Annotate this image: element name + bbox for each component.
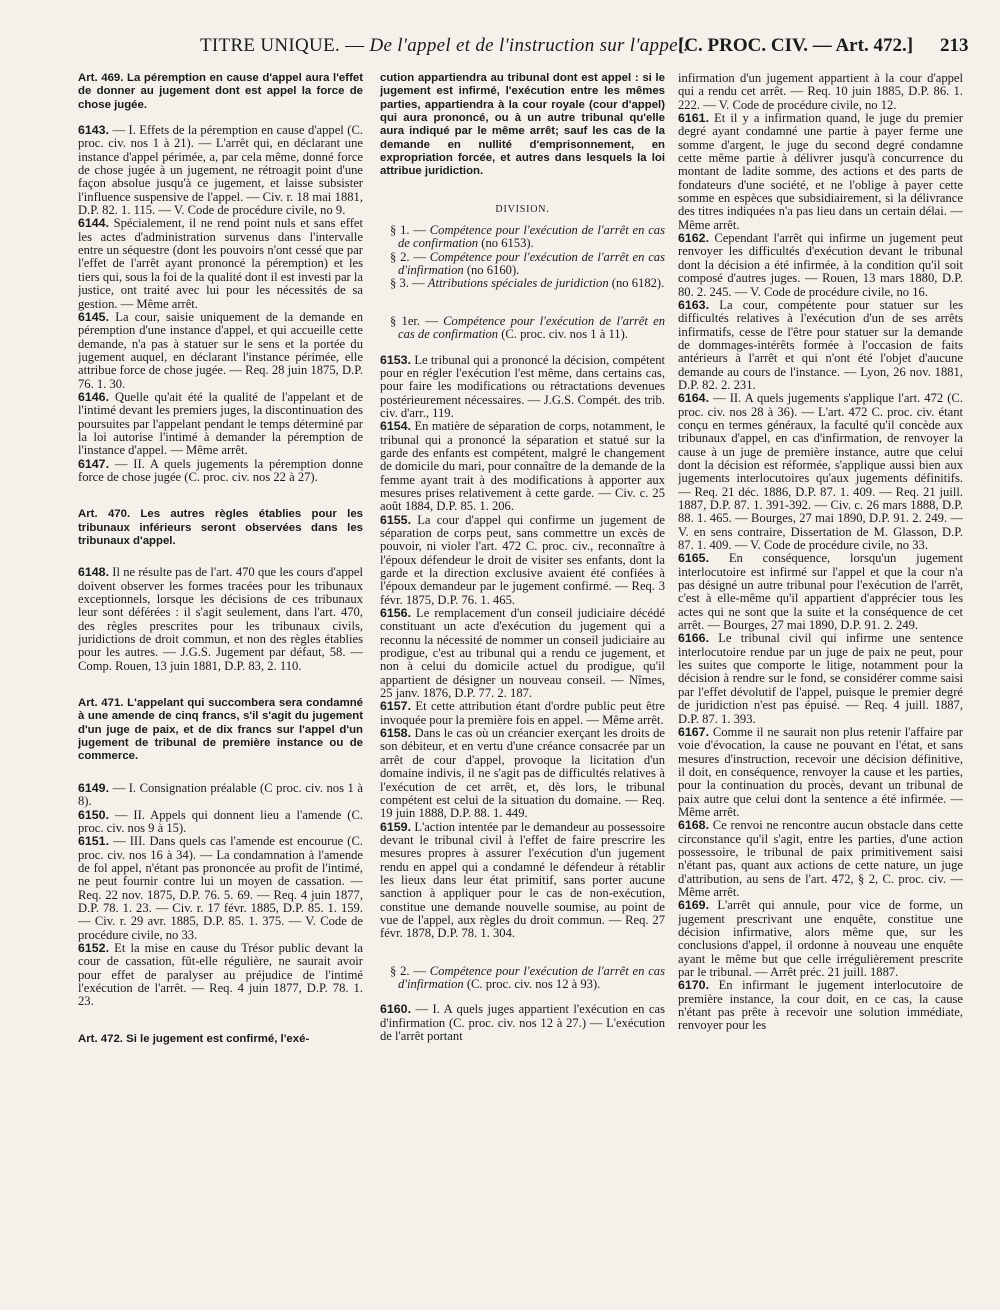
section-heading <box>380 315 665 342</box>
paragraph-number: 6169. <box>678 898 710 913</box>
paragraph-number: 6164. <box>678 391 710 406</box>
paragraph <box>380 354 665 421</box>
paragraph <box>78 124 363 217</box>
section-heading <box>380 224 665 251</box>
paragraph <box>678 819 963 899</box>
column-right <box>678 72 963 1304</box>
paragraph-number: 6151. <box>78 834 110 849</box>
paragraph-number: 6149. <box>78 780 110 795</box>
article-text: cution appartiendra au tribunal dont est appel : si le jugement est infirmé, l'exécution entre les mêmes parties, appartiendra à la cour royale (cour d'appel) qui aura prononcé, ou à un autre tribunal qu'elle aura indiqué par le même arrêt; sauf les cas de la demande en nullité d'emprisonnement, en expropriation forcée, et autres dans lesquels la loi attribue juridiction. <box>380 72 665 178</box>
section-number: § 2. — <box>390 249 430 264</box>
section-number: § 1er. — <box>390 313 444 328</box>
paragraph <box>380 514 665 607</box>
paragraph-number: 6152. <box>78 940 110 955</box>
paragraph-number: 6146. <box>78 389 110 404</box>
paragraph-number: 6153. <box>380 352 412 367</box>
paragraph <box>78 217 363 310</box>
paragraph-number: 6167. <box>678 724 710 739</box>
paragraph-text: Cependant l'arrêt qui infirme un jugement peut renvoyer les difficultés d'exécution devant le tribunal dont la décision a été infirmée, à la condition qu'il soit composé d'autres juges. — Rouen, 13 mars 1880, D.P. 80. 2. 245. — V. Code de procédure civile, no 16. <box>678 231 963 299</box>
paragraph-text: La cour, saisie uniquement de la demande en péremption d'une instance d'appel, et qui accueille cette demande, n'a pas à statuer sur le sens et la portée du jugement auquel, en déclarant l'instance périmée, elle attribue force de chose jugée. — Req. 28 juin 1875, D.P. 76. 1. 30. <box>78 309 363 391</box>
paragraph-text: Le tribunal civil qui infirme une sentence interlocutoire rendue par un juge de paix ne peut, pour les suites que comporte le litige, notamment pour la décision à rendre sur le fond, se considérer comme saisi par l'effet dévolutif de l'appel, puisque le premier degré de juridiction n'est pas épuisé. — Req. 4 juill. 1887, D.P. 87. 1. 393. <box>678 631 963 726</box>
paragraph <box>678 299 963 392</box>
section-number: § 1. — <box>390 223 430 238</box>
paragraph-text: L'action intentée par le demandeur au possessoire devant le tribunal civil à l'effet de faire prescrire les mesures propres à assurer l'exécution d'un jugement rendu en appel qui a condamné le défendeur à rétablir les lieux dans leur état primitif, sans porter aucune sanction à appliquer pour le cas de non-exécution, constitue une demande nouvelle soumise, au point de vue de l'appel, aux règles du droit commun. — Req. 27 févr. 1878, D.P. 78. 1. 304. <box>380 819 665 941</box>
page-number: 213 <box>940 35 969 56</box>
paragraph-text: Comme il ne saurait non plus retenir l'affaire par voie d'évocation, la cause ne pouvant en l'état, et sans mesures d'instruction, recevoir une décision définitive, il doit, en conséquence, renvoyer la cause et les parties, pour la continuation du procès, devant un tribunal de paix autre que celui dont la sentence a été infirmée. — Même arrêt. <box>678 724 963 819</box>
paragraph-text: Le tribunal qui a prononcé la décision, compétent pour en régler l'exécution l'est même, dans certains cas, pour faire les modifications ou rétractations devenues postérieurement nécessaires. — J.G.S. Compét. des trib. civ. d'arr., 119. <box>380 352 665 420</box>
article-text: Art. 472. Si le jugement est confirmé, l'exé- <box>78 1032 310 1045</box>
paragraph-number: 6158. <box>380 726 412 741</box>
section-heading <box>380 251 665 278</box>
header-subtitle: De l'appel et de l'instruction sur l'appel. <box>369 35 689 56</box>
header-separator: — <box>345 35 365 56</box>
paragraph-number: 6162. <box>678 231 710 246</box>
paragraph <box>678 632 963 725</box>
paragraph <box>78 566 363 673</box>
paragraph-text: Le remplacement d'un conseil judiciaire décédé constituant un acte d'exécution du jugement qui a reconnu la nécessité de nommer un conseil judiciaire au prodigue, c'est au tribunal qui a rendu ce jugement, et non à celui du domicile actuel du prodigue, qu'il appartient de désigner un nouveau conseil. — Nîmes, 25 janv. 1876, D.P. 77. 2. 187. <box>380 606 665 701</box>
paragraph-number: 6166. <box>678 631 710 646</box>
paragraph-text: Dans le cas où un créancier exerçant les droits de son débiteur, et en vertu d'une créance consacrée par un arrêt de cour d'appel, provoque la licitation d'un domaine indivis, il ne s'agit pas de difficultés relatives à l'exécution de cet arrêt, et, dès lors, le tribunal compétent est celui de la situation du domaine. — Req. 19 juin 1888, D.P. 88. 1. 449. <box>380 726 665 821</box>
paragraph-number: 6157. <box>380 699 412 714</box>
paragraph-text: infirmation d'un jugement appartient à la cour d'appel qui a rendu cet arrêt. — Req. 10 juin 1885, D.P. 86. 1. 222. — V. Code de procédure civile, no 12. <box>678 72 963 112</box>
article-text: Art. 469. La péremption en cause d'appel aura l'effet de donner au jugement dont est appel la force de chose jugée. <box>78 72 363 111</box>
section-title: Compétence pour l'exécution de l'arrêt en cas de confirmation <box>398 223 665 251</box>
section-heading <box>380 277 665 290</box>
paragraph <box>78 809 363 836</box>
section-reference: (no 6160). <box>463 263 520 278</box>
paragraph-number: 6168. <box>678 818 710 833</box>
paragraph <box>380 420 665 513</box>
paragraph-text: Et il y a infirmation quand, le juge du premier degré ayant condamné une partie à payer ferme une somme d'argent, le juge du second degré condamne cette même partie à délivrer jusqu'à concurrence du montant de ladite somme, des actions et des parts de fondateurs d'une société, et ne l'oblige à payer cette somme en espèces que subsidiairement, si la délivrance des titres indiquées n'a pas lieu dans un certain délai. — Même arrêt. <box>678 111 963 232</box>
paragraph <box>380 821 665 941</box>
article-text: Art. 470. Les autres règles établies pour les tribunaux inférieurs seront observées dans les tribunaux d'appel. <box>78 508 363 547</box>
paragraph <box>678 899 963 979</box>
paragraph-number: 6155. <box>380 512 412 527</box>
paragraph <box>78 835 363 942</box>
header-title-block <box>200 30 689 62</box>
paragraph-number: 6144. <box>78 216 110 231</box>
section-reference: (C. proc. civ. nos 12 à 93). <box>463 976 601 991</box>
paragraph-text: L'arrêt qui annule, pour vice de forme, un jugement prescrivant une enquête, constitue une décision infirmative, alors même que, sur les conclusions d'appel, il ordonne à nouveau une enquête ayant le même but que celle irrégulièrement prescrite par le tribunal. — Arrêt préc. 21 juill. 1887. <box>678 898 963 980</box>
paragraph-text: — I. Effets de la péremption en cause d'appel (C. proc. civ. nos 1 à 21). — L'arrêt qui, en déclarant une instance d'appel périmée, a, par cela même, donné force de chose jugée à un jugement, ne rétroagit point d'une façon absolue jusqu'à ce jugement, et laisse subsister l'influence suspensive de l'appel. — Civ. r. 18 mai 1881, D.P. 82. 1. 115. — V. Code de procédure civile, no 9. <box>78 123 363 218</box>
header-title: TITRE UNIQUE. <box>200 35 341 56</box>
paragraph <box>78 782 363 809</box>
paragraph-number: 6160. <box>380 1002 412 1017</box>
article-text: Art. 471. L'appelant qui succombera sera condamné à une amende de cinq francs, s'il s'agit du jugement d'un juge de paix, et de dix francs sur l'appel d'un jugement de tribunal de première instance ou de commerce. <box>78 697 363 763</box>
paragraph <box>678 979 963 1032</box>
paragraph-text: — I. A quels juges appartient l'exécution en cas d'infirmation (C. proc. civ. nos 12 à 27.) — L'exécution de l'arrêt portant <box>380 1002 665 1043</box>
section-title: Compétence pour l'exécution de l'arrêt en cas d'infirmation <box>398 963 665 991</box>
header-code-reference: [C. PROC. CIV. — Art. 472.] <box>678 35 914 56</box>
paragraph-text: Et la mise en cause du Trésor public devant la cour de cassation, fût-elle régulière, ne saurait avoir pour effet de paralyser au préjudice de l'intimé l'exécution de l'arrêt. — Req. 4 juin 1877, D.P. 78. 1. 23. <box>78 940 363 1009</box>
paragraph <box>678 552 963 632</box>
paragraph-text: Quelle qu'ait été la qualité de l'appelant et de l'intimé devant les premiers juges, la discontinuation des poursuites par l'appelant pendant le temps déterminé par la loi autorise l'intimé à demander la péremption de l'instance d'appel. — Même arrêt. <box>78 389 363 458</box>
section-title: Compétence pour l'exécution de l'arrêt en cas d'infirmation <box>398 249 665 278</box>
paragraph <box>78 458 363 485</box>
paragraph <box>380 727 665 820</box>
section-title: Attributions spéciales de juridiction <box>427 276 609 291</box>
paragraph-text: Ce renvoi ne rencontre aucun obstacle dans cette circonstance qu'il s'agit, entre les parties, d'une action possessoire, le tribunal de paix primitivement saisi n'étant pas, quant aux actions de cette nature, un juge d'attribution, au sens de l'art. 472, § 2, C. proc. civ. — Même arrêt. <box>678 818 963 899</box>
paragraph-text: La cour d'appel qui confirme un jugement de séparation de corps peut, sans commettre un excès de pouvoir, ni violer l'art. 472 C. proc. civ., reconnaître à l'époux défendeur le droit de visiter ses enfants, dont la garde et la direction exclusive avaient été confiées à l'époux demandeur par le jugement confirmé. — Req. 3 févr. 1875, D.P. 76. 1. 465. <box>380 512 665 607</box>
paragraph-text: Il ne résulte pas de l'art. 470 que les cours d'appel doivent observer les formes tracées pour les tribunaux exceptionnels, lorsque les décisions de ces tribunaux leur sont déférées : il s'agit seulement, dans l'art. 470, des règles prescrites pour les tribunaux civils, juridictions de droit commun, et non des règles établies pour les autres. — J.G.S. Jugement par défaut, 58. — Comp. Rouen, 13 juin 1881, D.P. 83, 2. 110. <box>78 565 363 673</box>
paragraph <box>380 607 665 700</box>
paragraph-number: 6145. <box>78 309 110 324</box>
paragraph-text: Et cette attribution étant d'ordre public peut être invoquée pour la première fois en appel. — Même arrêt. <box>380 699 665 727</box>
paragraph-text: En infirmant le jugement interlocutoire de première instance, la cour doit, en ce cas, la cause n'étant pas prête à recevoir une solution immédiate, renvoyer pour les <box>678 978 963 1033</box>
paragraph-number: 6159. <box>380 819 412 834</box>
paragraph <box>678 72 963 112</box>
paragraph-text: — III. Dans quels cas l'amende est encourue (C. proc. civ. nos 16 à 34). — La condamnation à l'amende de fol appel, n'étant pas prononcée au profit de l'intimé, ne peut fournir contre lui un moyen de cassation. — Req. 22 nov. 1875, D.P. 76. 5. 69. — Req. 4 juin 1877, D.P. 78. 1. 23. — Civ. r. 17 févr. 1885, D.P. 85. 1. 159. — Civ. r. 29 avr. 1885, D.P. 85. 1. 375. — V. Code de procédure civile, no 33. <box>78 834 363 942</box>
column-left <box>78 72 363 1304</box>
paragraph-number: 6143. <box>78 123 110 138</box>
paragraph-text: — II. A quels jugements la péremption donne force de chose jugée (C. proc. civ. nos 22 à 27). <box>78 456 363 484</box>
paragraph-number: 6154. <box>380 419 412 434</box>
paragraph <box>380 700 665 727</box>
paragraph-text: La cour, compétente pour statuer sur les difficultés relatives à l'exécution d'un de ses arrêts infirmatifs, cesse de l'être pour statuer sur la demande de dommages-intérêts formée à l'occasion de faits antérieurs à l'arrêt et qui n'ont été l'objet d'aucune demande au cours de l'instance. — Lyon, 26 nov. 1881, D.P. 82. 2. 231. <box>678 297 963 392</box>
section-number: § 2. — <box>390 963 430 978</box>
division-heading: DIVISION. <box>495 203 550 215</box>
paragraph <box>678 112 963 232</box>
paragraph-number: 6170. <box>678 978 710 993</box>
section-reference: (no 6182). <box>608 276 665 291</box>
paragraph <box>78 942 363 1009</box>
section-number: § 3. — <box>390 276 428 291</box>
column-middle <box>380 72 665 1304</box>
paragraph-number: 6148. <box>78 565 110 580</box>
paragraph <box>380 1003 665 1043</box>
paragraph-number: 6161. <box>678 111 710 126</box>
section-heading <box>380 965 665 992</box>
paragraph-text: En conséquence, lorsqu'un jugement interlocutoire est infirmé sur l'appel et que la cour n'a pas désigné un autre tribunal pour l'exécution de l'arrêt, c'est à elle-même qu'il appartient d'apprécier tous les actes qui ne sont que la suite et la conséquence de cet arrêt. — Bourges, 27 mai 1890, D.P. 91. 2. 249. <box>678 551 963 633</box>
paragraph-number: 6163. <box>678 297 710 312</box>
paragraph <box>678 232 963 299</box>
paragraph-text: Spécialement, il ne rend point nuls et sans effet les actes d'administration survenus dans l'intervalle entre un séquestre (dont les pouvoirs n'ont cessé que par l'effet de l'arrêt ayant prononcé la péremption) et les tiers qui, sous la foi de la qualité dont il est investi par la justice, ont traité avec lui pour les nécessités de sa gestion. — Même arrêt. <box>78 216 363 311</box>
section-title: Compétence pour l'exécution de l'arrêt en cas de confirmation <box>398 313 665 342</box>
paragraph <box>678 726 963 819</box>
paragraph-text: — I. Consignation préalable (C proc. civ. nos 1 à 8). <box>78 780 363 809</box>
paragraph <box>678 392 963 552</box>
paragraph <box>78 391 363 458</box>
running-header <box>0 30 1000 62</box>
section-reference: (no 6153). <box>478 236 534 251</box>
paragraph-text: — II. A quels jugements s'applique l'art. 472 (C. proc. civ. nos 28 à 36). — L'art. 472 C. proc. civ. étant conçu en termes généraux, la faculté qu'il concède aux tribunaux d'appel, en cas d'infirmation, de renvoyer la cause à un juge de première instance, autre que celui dont la décision est réformée, s'applique aussi bien aux jugements interlocutoires qu'aux jugements définitifs. — Req. 21 déc. 1886, D.P. 87. 1. 409. — Req. 21 juill. 1887, D.P. 87. 1. 391-392. — Civ. c. 26 mars 1888, D.P. 88. 1. 465. — Bourges, 27 mai 1890, D.P. 91. 2. 249. — V. en sens contraire, Dissertation de M. Glasson, D.P. 87. 1. 409. — V. Code de procédure civile, no 33. <box>678 391 963 553</box>
paragraph-text: En matière de séparation de corps, notamment, le tribunal qui a prononcé la séparation et statué sur la garde des enfants est compétent, malgré le changement de domicile du mari, pour connaître de la demande de la femme ayant trait à des modifications à apporter aux mesures prises relativement à cette garde. — Civ. c. 25 août 1884, D.P. 85. 1. 206. <box>380 419 665 514</box>
paragraph-number: 6147. <box>78 456 110 471</box>
section-reference: (C. proc. civ. nos 1 à 11). <box>498 327 628 342</box>
paragraph-number: 6165. <box>678 551 710 566</box>
paragraph-number: 6156. <box>380 606 412 621</box>
paragraph-number: 6150. <box>78 807 110 822</box>
paragraph-text: — II. Appels qui donnent lieu a l'amende (C. proc. civ. nos 9 à 15). <box>78 807 363 835</box>
paragraph <box>78 311 363 391</box>
